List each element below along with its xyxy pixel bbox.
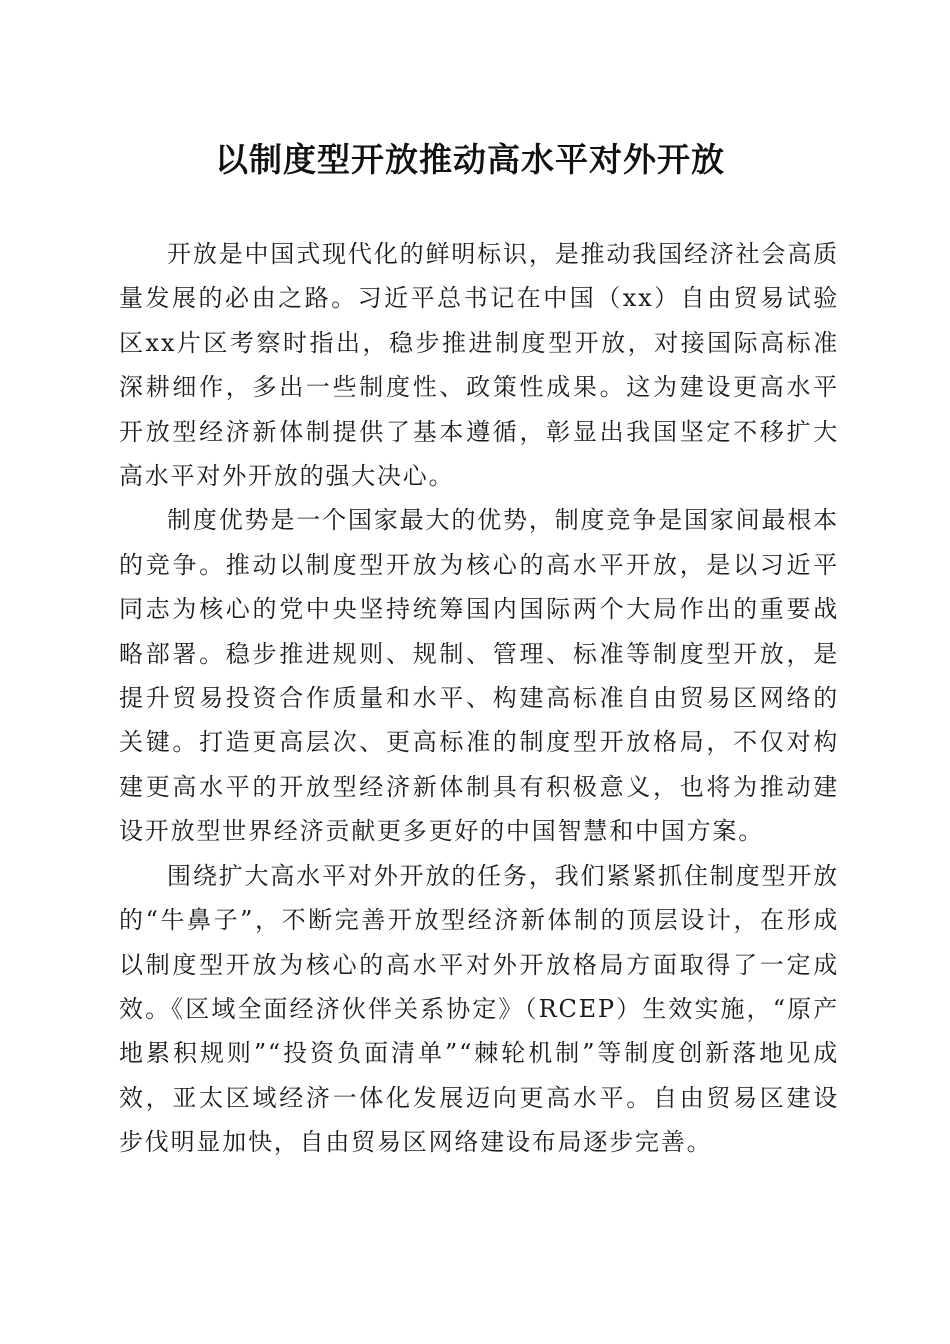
paragraph-3: 围绕扩大高水平对外开放的任务，我们紧紧抓住制度型开放的“牛鼻子”，不断完善开放型经济新体制的顶层设计，在形成以制度型开放为核心的高水平对外开放格局方面取得了一定成效。《区域全面经济伙伴关系协定》（RCEP）生效实施，“原产地累积规则”“投资负面清单”“棘轮机制”等制度创新落地见成效，亚太区域经济一体化发展迈向更高水平。自由贸易区建设步伐明显加快，自由贸易区网络建设布局逐步完善。 — [119, 861, 839, 1157]
paragraph-2: 制度优势是一个国家最大的优势，制度竞争是国家间最根本的竞争。推动以制度型开放为核心的高水平开放，是以习近平同志为核心的党中央坚持统筹国内国际两个大局作出的重要战略部署。稳步推进规则、规制、管理、标准等制度型开放，是提升贸易投资合作质量和水平、构建高标准自由贸易区网络的关键。打造更高层次、更高标准的制度型开放格局，不仅对构建更高水平的开放型经济新体制具有积极意义，也将为推动建设开放型世界经济贡献更多更好的中国智慧和中国方案。 — [119, 506, 839, 846]
paragraph-1: 开放是中国式现代化的鲜明标识，是推动我国经济社会高质量发展的必由之路。习近平总书记在中国（xx）自由贸易试验区xx片区考察时指出，稳步推进制度型开放，对接国际高标准深耕细作，多出一些制度性、政策性成果。这为建设更高水平开放型经济新体制提供了基本遵循，彰显出我国坚定不移扩大高水平对外开放的强大决心。 — [119, 240, 839, 491]
document-title: 以制度型开放推动高水平对外开放 — [215, 140, 725, 179]
document-body — [119, 232, 839, 1165]
